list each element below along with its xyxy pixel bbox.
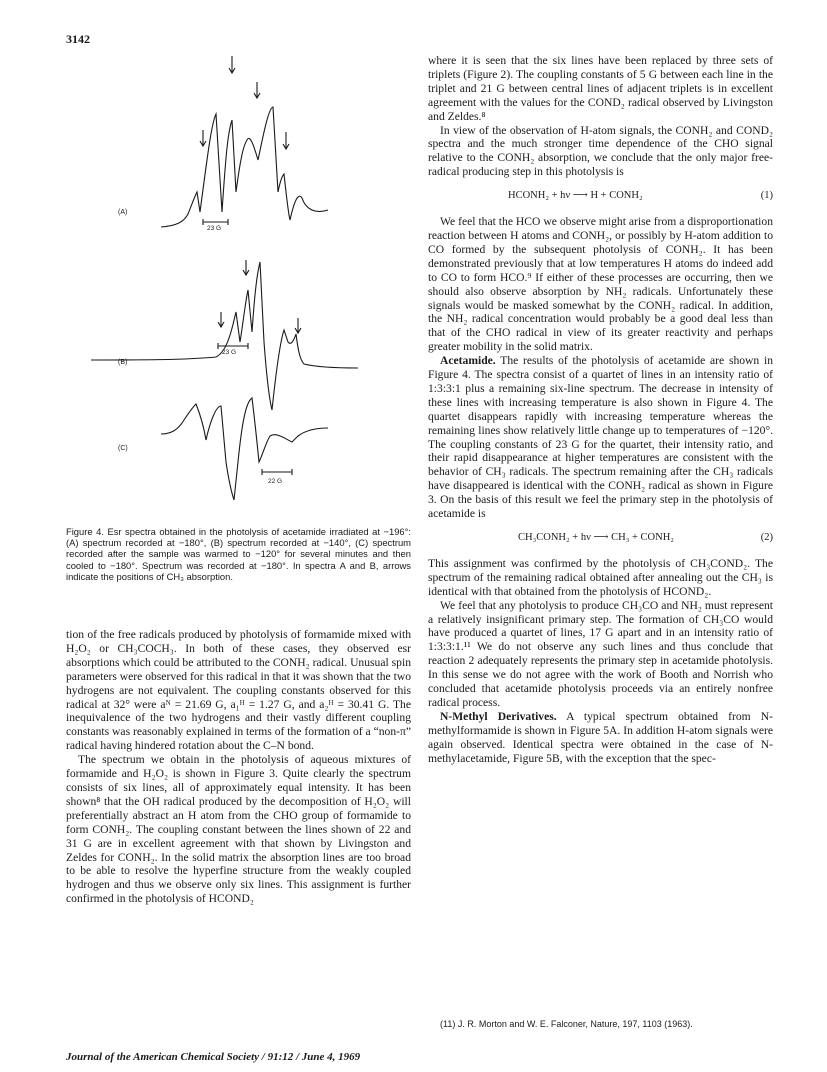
spectrum-c-trace xyxy=(161,398,328,500)
n-methyl-heading: N-Methyl Derivatives. xyxy=(440,709,557,723)
caption-text: Esr spectra obtained in the photolysis of acetamide irradiated at −196°: (A) spectrum recorded at −180°, (B) spectrum recorded at −140°, (C) spectrum recorded after the sample was warmed to −120° for several minutes and then cooled to −180°. Spectrum was recorded at −180°. In spectra A and B, arrows indicate the positions of CH₃ absorption. xyxy=(66,526,411,582)
arrow-b-1 xyxy=(243,260,249,275)
arrow-a-2 xyxy=(254,82,260,98)
arrow-a-1 xyxy=(229,56,235,73)
acetamide-heading: Acetamide. xyxy=(440,354,496,368)
right-paragraph-2: In view of the observation of H-atom signals, the CONH₂ and COND₂ spectra and the much stronger time dependence of the CHO signal relative to the CONH₂ absorption, we conclude that the only major free-radical producing step in this photolysis is xyxy=(428,123,773,179)
spectrum-b-scale: 23 G xyxy=(222,349,237,356)
journal-footer: Journal of the American Chemical Society / 91:12 / June 4, 1969 xyxy=(66,1051,361,1063)
spectrum-c-scale: 22 G xyxy=(268,478,283,485)
left-paragraph-2: The spectrum we obtain in the photolysis of aqueous mixtures of formamide and H₂O₂ is shown in Figure 3. Quite clearly the spectrum consists of six lines, all of approximately equal intensity. It has been shown⁸ that the OH radical produced by the decomposition of H₂O₂ will preferentially abstract an H atom from the CHO group of formamide to form CONH₂. The coupling constant between the lines shown of 22 and 31 G are in excellent agreement with that shown by Livingston and Zeldes for CONH₂. In the solid matrix the absorption lines are too broad to be able to resolve the hyperfine structure from the weakly coupled hydrogen and thus we observe only six lines. This assignment is further confirmed in the photolysis of HCOND₂ xyxy=(66,753,411,906)
spectrum-a-scale: 23 G xyxy=(207,225,222,232)
equation-2-text: CH₃CONH₂ + hν ⟶ CH₃ + CONH₂ xyxy=(518,532,674,543)
right-column xyxy=(428,54,773,766)
esr-spectra-figure xyxy=(66,42,411,522)
left-paragraph-1: tion of the free radicals produced by photolysis of formamide mixed with H₂O₂ or CH₃COCH₃. In both of these cases, they observed esr absorptions which could be attributed to the CONH₂ radical. Unusual spin parameters were observed for this radical in that it was shown that the two hydrogens are not equivalent. The coupling constants observed for this radical at 32° were aᴺ = 21.69 G, a₁ᴴ = 1.27 G, and a₂ᴴ = 30.41 G. The inequivalence of the two hydrogens and their vastly different coupling constants was reasonably explained in terms of the formation of a “non-π” radical having hindered rotation about the C–N bond. xyxy=(66,628,411,753)
equation-1-number: (1) xyxy=(760,190,773,202)
figure-4 xyxy=(66,42,411,522)
scale-c xyxy=(262,469,292,475)
caption-label: Figure 4. xyxy=(66,526,104,537)
right-paragraph-5: This assignment was confirmed by the photolysis of CH₃COND₂. The spectrum of the remaining radical obtained after annealing out the CH₃ is identical with that obtained from the photolysis of HCOND₂. xyxy=(428,556,773,598)
equation-2 xyxy=(428,531,773,545)
figure-caption xyxy=(66,526,411,582)
arrow-a-3 xyxy=(200,130,206,146)
spectrum-b-trace xyxy=(91,262,358,410)
equation-1 xyxy=(428,189,773,203)
footnote-11: (11) J. R. Morton and W. E. Falconer, Nature, 197, 1103 (1963). xyxy=(440,1019,693,1029)
right-paragraph-1: where it is seen that the six lines have been replaced by three sets of triplets (Figure 2). The coupling constants of 5 G between each line in the triplet and 21 G between central lines of adjacent triplets is in excellent agreement with the values for the COND₂ radical observed by Livingston and Zeldes.⁸ xyxy=(428,54,773,123)
arrow-b-2 xyxy=(218,312,224,327)
right-paragraph-6: We feel that any photolysis to produce CH₃CO and NH₂ must represent a relatively insignificant primary step. The formation of CH₃CO would have produced a quartet of lines, 17 G apart and in an intensity ratio of 1:3:3:1.¹¹ We do not observe any such lines and thus conclude that reaction 2 adequately represents the primary step in acetamide photolysis. In this sense we do not agree with the work of Booth and Norrish who concluded that acetamide photolysis proceeds via an entirely nonfree radical process. xyxy=(428,598,773,709)
equation-2-number: (2) xyxy=(760,532,773,543)
spectrum-c-label: (C) xyxy=(118,445,128,452)
equation-1-text: HCONH₂ + hν ⟶ H + CONH₂ xyxy=(508,190,643,202)
spectrum-a-label: (A) xyxy=(118,209,128,216)
spectrum-a-trace xyxy=(161,107,328,227)
spectrum-b-label: (B) xyxy=(118,359,128,366)
right-paragraph-7 xyxy=(428,710,773,766)
arrow-a-4 xyxy=(283,132,289,149)
arrow-b-3 xyxy=(295,318,301,333)
n-methyl-text: A typical spectrum obtained from N-methylformamide is shown in Figure 5A. In addition H-atom signals were again observed. Identical spectra were obtained in the case of N-methylacetamide, Figure 5B, with the exception that the spec- xyxy=(428,709,773,765)
page-number: 3142 xyxy=(66,32,90,46)
right-paragraph-3: We feel that the HCO we observe might arise from a disproportionation reaction between H atoms and CONH₂, or possibly by H-atom addition to CO formed by the subsequent photolysis of CONH₂. It has been demonstrated previously that at low temperatures H atoms do indeed add to CO to form HCO.⁹ If either of these processes are occurring, then we should also observe absorption by NH₂ radicals. Unfortunately these signals would be masked somewhat by the CONH₂ radical. In addition, the NH₂ radical concentration would probably be a good deal less than that of the CHO radical in view of its greater reactivity and perhaps greater mobility in the solid matrix. xyxy=(428,215,773,354)
right-paragraph-4 xyxy=(428,354,773,521)
left-column xyxy=(66,628,411,906)
acetamide-text: The results of the photolysis of acetamide are shown in Figure 4. The spectra consist of a quartet of lines in an intensity ratio of 1:3:3:1 plus a remaining six-line spectrum. The decrease in intensity of these lines with increasing temperature is also shown in Figure 4. The quartet disappears rapidly with increasing temperature whereas the remaining lines show relatively little change up to temperatures of −120°. The coupling constants of 23 G for the quartet, their intensity ratio, and their rapid disappearance at higher temperatures are consistent with the behavior of CH₃ radicals. The spectrum remaining after the CH₃ radicals have disappeared is identical with the CONH₂ radical as shown in Figure 3. On the basis of this result we feel the primary step in the photolysis of acetamide is xyxy=(428,354,773,521)
